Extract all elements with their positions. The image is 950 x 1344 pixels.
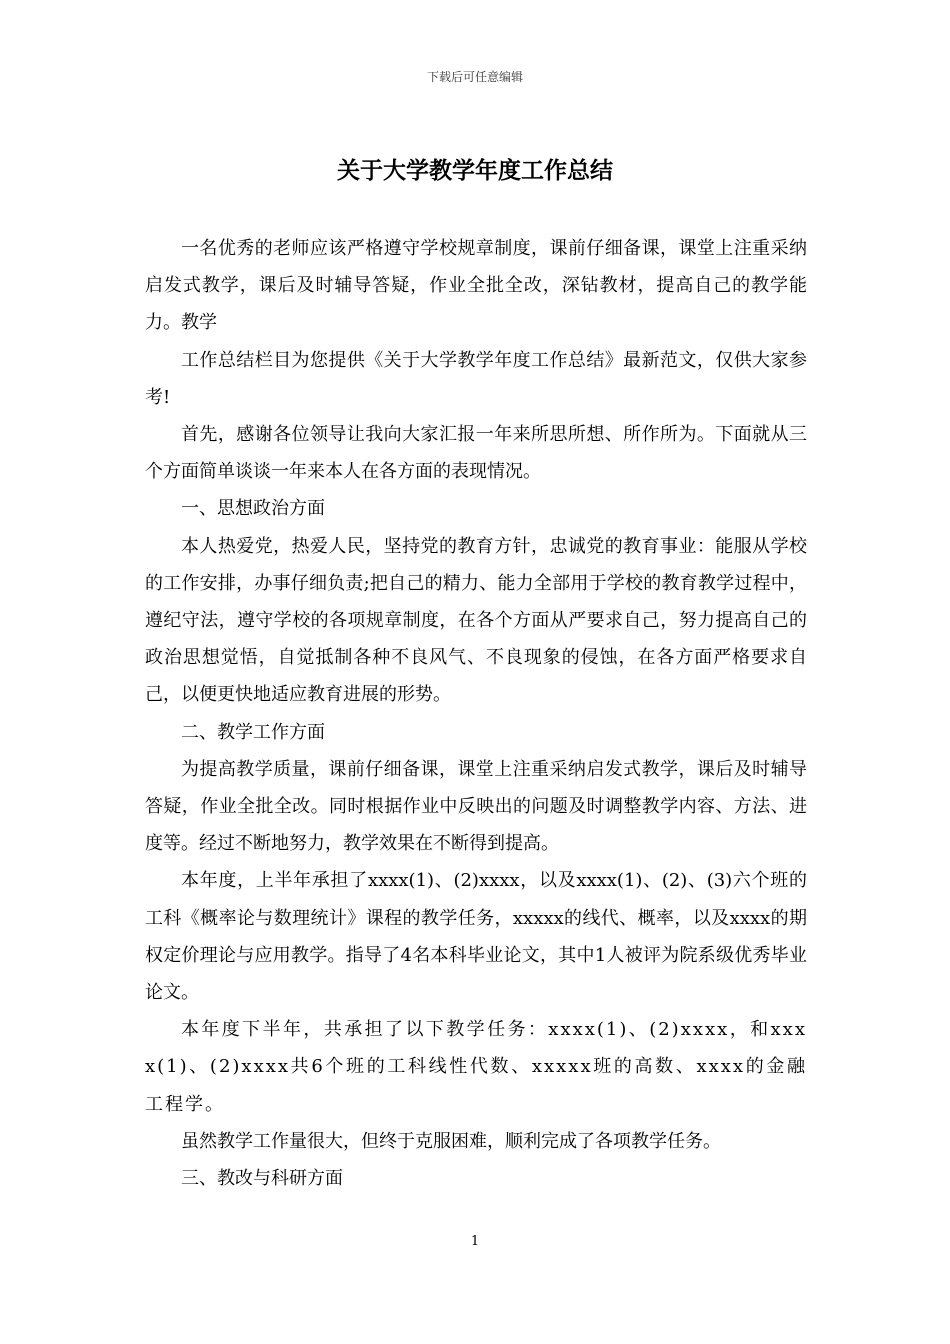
paragraph-opening: 首先，感谢各位领导让我向大家汇报一年来所思所想、所作所为。下面就从三个方面简单谈谈一年来本人在各方面的表现情况。 <box>145 424 807 483</box>
paragraph-political: 本人热爱党，热爱人民，坚持党的教育方针，忠诚党的教育事业：能服从学校的工作安排，办事仔细负责;把自己的精力、能力全部用于学校的教育教学过程中，遵纪守法，遵守学校的各项规章制度，在各个方面从严要求自己，努力提高自己的政治思想觉悟，自觉抵制各种不良风气、不良现象的侵蚀，在各方面严格要求自己，以便更快地适应教育进展的形势。 <box>145 535 807 706</box>
section-heading-research: 三、教改与科研方面 <box>181 1168 343 1190</box>
paragraph-intro: 一名优秀的老师应该严格遵守学校规章制度，课前仔细备课，课堂上注重采纳启发式教学，课后及时辅导答疑，作业全批全改，深钻教材，提高自己的教学能力。教学 <box>145 238 807 334</box>
section-heading-teaching: 二、教学工作方面 <box>181 721 325 743</box>
paragraph-column-note: 工作总结栏目为您提供《关于大学教学年度工作总结》最新范文，仅供大家参考! <box>145 349 807 408</box>
document-body <box>145 230 807 1197</box>
paragraph-teaching-quality: 为提高教学质量，课前仔细备课，课堂上注重采纳启发式教学，课后及时辅导答疑，作业全批全改。同时根据作业中反映出的问题及时调整教学内容、方法、进度等。经过不断地努力，教学效果在不断得到提高。 <box>145 758 807 855</box>
document-title: 关于大学教学年度工作总结 <box>337 157 613 184</box>
paragraph-second-half-year: 本年度下半年，共承担了以下教学任务：xxxx(1)、(2)xxxx，和xxxx(1)、(2)xxxx共6个班的工科线性代数、xxxxx班的高数、xxxx的金融工程学。 <box>145 1019 807 1115</box>
paragraph-first-half-year: 本年度，上半年承担了xxxx(1)、(2)xxxx，以及xxxx(1)、(2)、(3)六个班的工科《概率论与数理统计》课程的教学任务，xxxxx的线代、概率，以及xxxx的期权定价理论与应用教学。指导了4名本科毕业论文，其中1人被评为院系级优秀毕业论文。 <box>145 870 807 1004</box>
section-heading-political: 一、思想政治方面 <box>181 498 325 520</box>
page-number: 1 <box>470 1234 480 1249</box>
page-header-note: 下载后可任意编辑 <box>426 70 523 84</box>
paragraph-workload: 虽然教学工作量很大，但终于克服困难，顺利完成了各项教学任务。 <box>181 1130 721 1152</box>
